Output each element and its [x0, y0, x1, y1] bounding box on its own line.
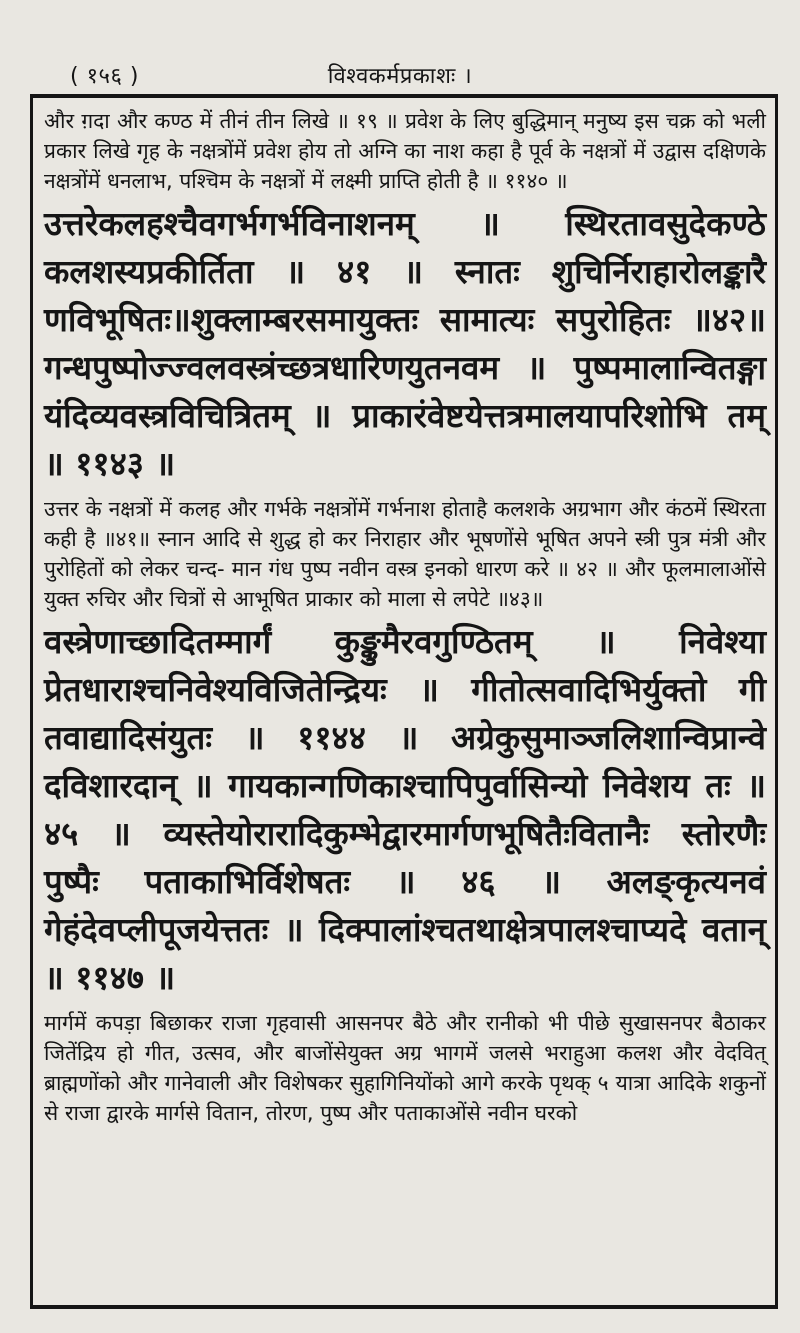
running-title: विश्वकर्मप्रकाशः ।	[327, 64, 473, 89]
prose-translation-1: और ग़दा और कण्ठ में तीनं तीन लिखे ॥ १९ ॥ प्रवेश के लिए बुद्धिमान् मनुष्य इस चक्र को भली प्रकार लिखे गृह के नक्षत्रोंमें प्रवेश होय तो अग्नि का नाश कहा है पूर्व के नक्षत्रों में उद्वास दक्षिणके नक्षत्रोंमें धनलाभ, पश्चिम के नक्षत्रों में लक्ष्मी प्राप्ति होती है ॥ ११४० ॥	[44, 109, 766, 193]
page-number: ( १५६ )	[70, 64, 139, 89]
sanskrit-verse-44-47: वस्त्रेणाच्छादितम्मार्गं कुङ्कुमैरवगुण्ठितम् ॥ निवेश्या प्रेतधाराश्चनिवेश्यविजितेन्द्रियः ॥ गीतोत्सवादिभिर्युक्तो गी तवाद्यादिसंयुतः ॥ ११४४ ॥ अग्रेकुसुमाञ्जलिशान्विप्रान्वे दविशारदान् ॥ गायकान्गणिकाश्चापिपुर्वासिन्यो निवेशय तः ॥ ४५ ॥ व्यस्तेयोरारादिकुम्भेद्वारमार्गणभूषितैःवितानैः स्तोरणैः पुष्पैः पताकाभिर्विशेषतः ॥ ४६ ॥ अलङ्कृत्यनवं गेहंदेवप्लीपूजयेत्ततः ॥ दिक्पालांश्चतथाक्षेत्रपालश्चाप्यदे वतान् ॥ ११४७ ॥	[44, 622, 766, 997]
left-border	[30, 94, 33, 1305]
page-header	[70, 58, 730, 92]
right-border	[775, 94, 778, 1305]
bottom-rule	[30, 1305, 778, 1309]
sanskrit-verse-41-43: उत्तरेकलहश्चैवगर्भगर्भविनाशनम् ॥ स्थिरतावसुदेकण्ठे कलशस्यप्रकीर्तिता ॥ ४१ ॥ स्नातः शुचिर्निराहारोलङ्कारै णविभूषितः॥शुक्लाम्बरसमायुक्तः सामात्यः सपुरोहितः ॥४२॥ गन्धपुष्पोज्ज्वलवस्त्रंच्छत्रधारिणयुतनवम ॥ पुष्पमालान्वितङ्गा यंदिव्यवस्त्रविचित्रितम् ॥ प्राकारंवेष्टयेत्तत्रमालयापरिशोभि तम् ॥ ११४३ ॥	[44, 204, 766, 483]
text-body	[44, 106, 766, 1132]
prose-translation-2: उत्तर के नक्षत्रों में कलह और गर्भके नक्षत्रोंमें गर्भनाश होताहै कलशके अग्रभाग और कंठमें स्थिरता कही है ॥४१॥ स्नान आदि से शुद्ध हो कर निराहार और भूषणोंसे भूषित अपने स्त्री पुत्र मंत्री और पुरोहितों को लेकर चन्द- मान गंध पुष्प नवीन वस्त्र इनको धारण करे ॥ ४२ ॥ और फूलमालाओंसे युक्त रुचिर और चित्रों से आभूषित प्राकार को माला से लपेटे ॥४३॥	[44, 497, 766, 611]
top-rule	[30, 94, 778, 98]
prose-translation-3: मार्गमें कपड़ा बिछाकर राजा गृहवासी आसनपर बैठे और रानीको भी पीछे सुखासनपर बैठाकर जितेंद्रिय हो गीत, उत्सव, और बाजोंसेयुक्त अग्र भागमें जलसे भराहुआ कलश और वेदवित् ब्राह्मणोंको और गानेवाली और विशेषकर सुहागिनियोंको आगे करके पृथक् ५ यात्रा आदिके शकुनों से राजा द्वारके मार्गसे वितान, तोरण, पुष्प और पताकाओंसे नवीन घरको	[44, 1011, 766, 1125]
